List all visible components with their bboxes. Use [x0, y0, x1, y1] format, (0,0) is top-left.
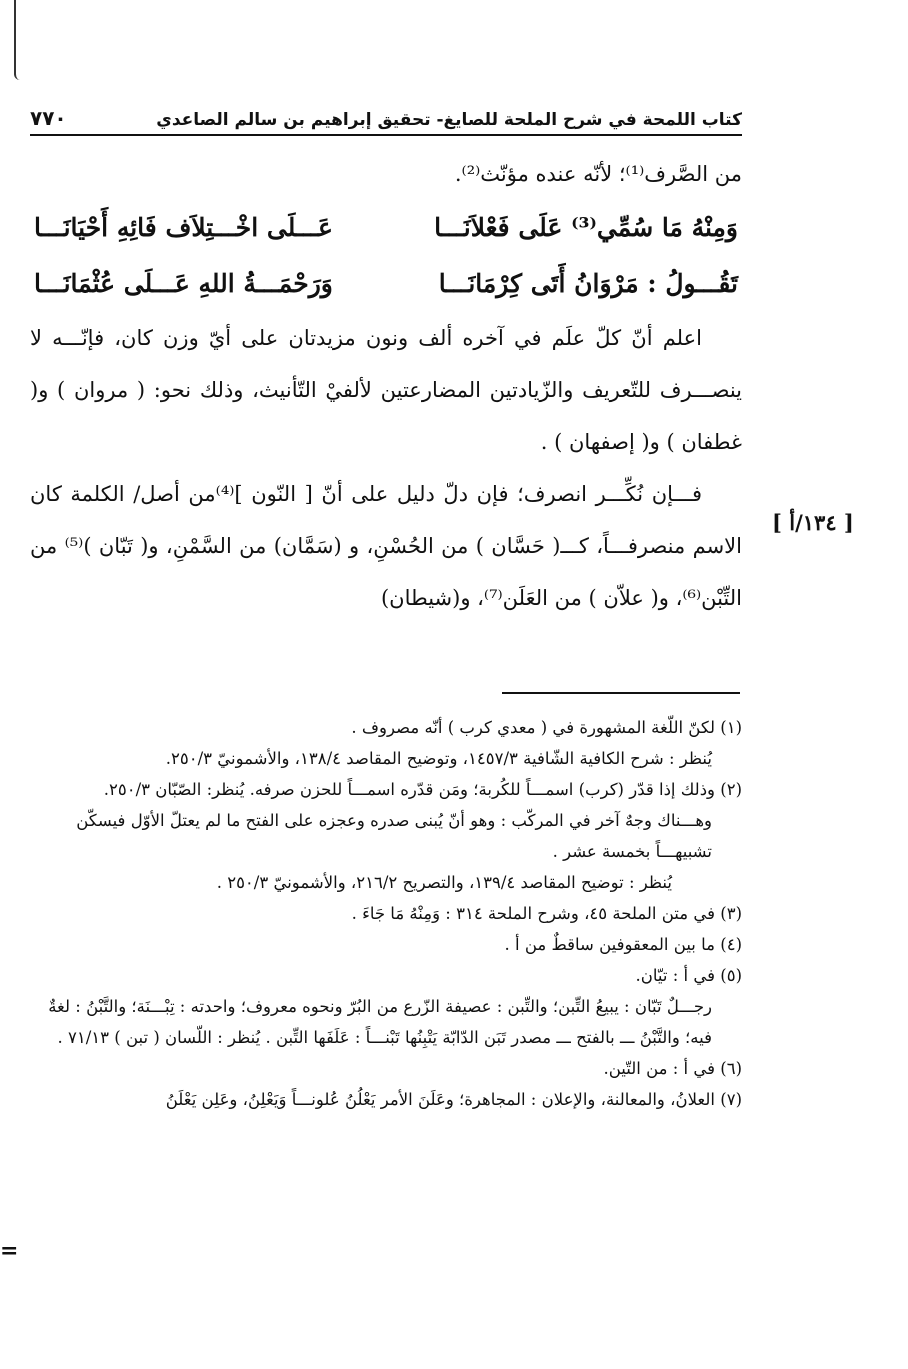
footnote-3: (٣) في متن الملحة ٤٥، وشرح الملحة ٣١٤ : وَمِنْهُ مَا جَاءَ . — [351, 904, 742, 923]
verse-line-2 — [30, 256, 742, 312]
footnote-5-continuation: رجـــلٌ تَبّان : يبيعُ التِّبن؛ والتِّبن : عصيفة الزّرع من البُرّ ونحوه معروف؛ واحدته : تِبْـــنَة؛ والتَّبْنُ : لغةٌ فيه؛ والتَّبْنُ ـــ بالفتح ـــ مصدر تَبَن الدّابّة يَتْبِنُها تَبْنـــاً : عَلَفَها التِّبن . يُنظر : اللّسان ( تبن ) ٧١/١٣ . — [48, 997, 712, 1047]
footnotes — [26, 712, 742, 1115]
footnote-7: (٧) العلانُ، والمعالنة، والإعلان : المجاهرة؛ وعَلَنَ الأمر يَعْلُنُ عُلونـــاً وَيَعْلِنُ، وعَلِن يَعْلَنُ — [165, 1090, 742, 1109]
verse-2-second-hemistich: وَرَحْمَـــةُ اللهِ عَـــلَى عُثْمَانَـــا — [34, 269, 333, 298]
verse-1-first-hemistich: وَمِنْهُ مَا سُمِّي⁽³⁾ عَلَى فَعْلاَنَـــا — [434, 213, 738, 242]
page-binding-edge — [14, 0, 20, 80]
verse-2-first-hemistich: تَقُـــولُ : مَرْوَانُ أَتَى كِرْمَانَـــا — [438, 269, 738, 298]
verse-line-1 — [30, 200, 742, 256]
page-number: ٧٧٠ — [30, 106, 67, 130]
manuscript-folio-marker: [ ١٣٤/أ ] — [772, 510, 854, 535]
footnote-6: (٦) في أ : من التّين. — [603, 1059, 742, 1078]
running-title: كتاب اللمحة في شرح الملحة للصايغ- تحقيق إبراهيم بن سالم الصاعدي — [156, 110, 742, 130]
opening-line: من الصَّرف⁽¹⁾؛ لأنّه عنده مؤنّث⁽²⁾. — [454, 162, 742, 186]
main-text — [30, 148, 742, 624]
footnote-2-reference: يُنظر : توضيح المقاصد ١٣٩/٤، والتصريح ٢١٦/٢، والأشمونيّ ٢٥٠/٣ . — [216, 873, 672, 892]
commentary-paragraph-1: اعلم أنّ كلّ علَم في آخره ألف ونون مزيدتان على أيّ وزن كان، فإنّـــه لا ينصـــرف للتّعريف والزّيادتين المضارعتين لألفيْ التّأنيث، وذلك نحو: ( مروان ) و( غطفان ) و( إصفهان ) . — [30, 326, 742, 454]
footnote-5: (٥) في أ : تيّان. — [635, 966, 742, 985]
page-header — [30, 96, 742, 136]
commentary-paragraph-2: فـــإن نُكِّـــر انصرف؛ فإن دلّ دليل على أنّ [ النّون ]⁽⁴⁾من أصل/ الكلمة كان الاسم منصرفـــاً، كـــ( حَسَّان ) من الحُسْنِ، و (سَمَّان) من السَّمْنِ، و( تَبّان )⁽⁵⁾ من التِّبْن⁽⁶⁾، و( علاّن ) من العَلَن⁽⁷⁾، و(شيطان) — [30, 482, 742, 610]
footnote-4: (٤) ما بين المعقوفين ساقطٌ من أ . — [504, 935, 742, 954]
footnote-separator — [502, 692, 740, 694]
verse-1-second-hemistich: عَـــلَى اخْـــتِلاَف فَائِهِ أَحْيَانَـــا — [34, 213, 333, 242]
footnote-1-reference: يُنظر : شرح الكافية الشّافية ١٤٥٧/٣، وتوضيح المقاصد ١٣٨/٤، والأشمونيّ ٢٥٠/٣. — [165, 749, 712, 768]
footnote-2-continuation: وهـــناك وجهٌ آخر في المركّب : وهو أنّ يُبنى صدره وعجزه على الفتح ما لم يعتلّ الأوّل فيسكّن تشبيهـــاً بخمسة عشر . — [76, 811, 712, 861]
continuation-mark: = — [0, 1238, 19, 1264]
footnote-1: (١) لكنّ اللّغة المشهورة في ( معدي كرب ) أنّه مصروف . — [351, 718, 742, 737]
footnote-2: (٢) وذلك إذا قدّر (كرب) اسمـــاً للكُربة؛ ومَن قدّره اسمـــاً للحزن صرفه. يُنظر: الصّبّان ٢٥٠/٣. — [103, 780, 742, 799]
